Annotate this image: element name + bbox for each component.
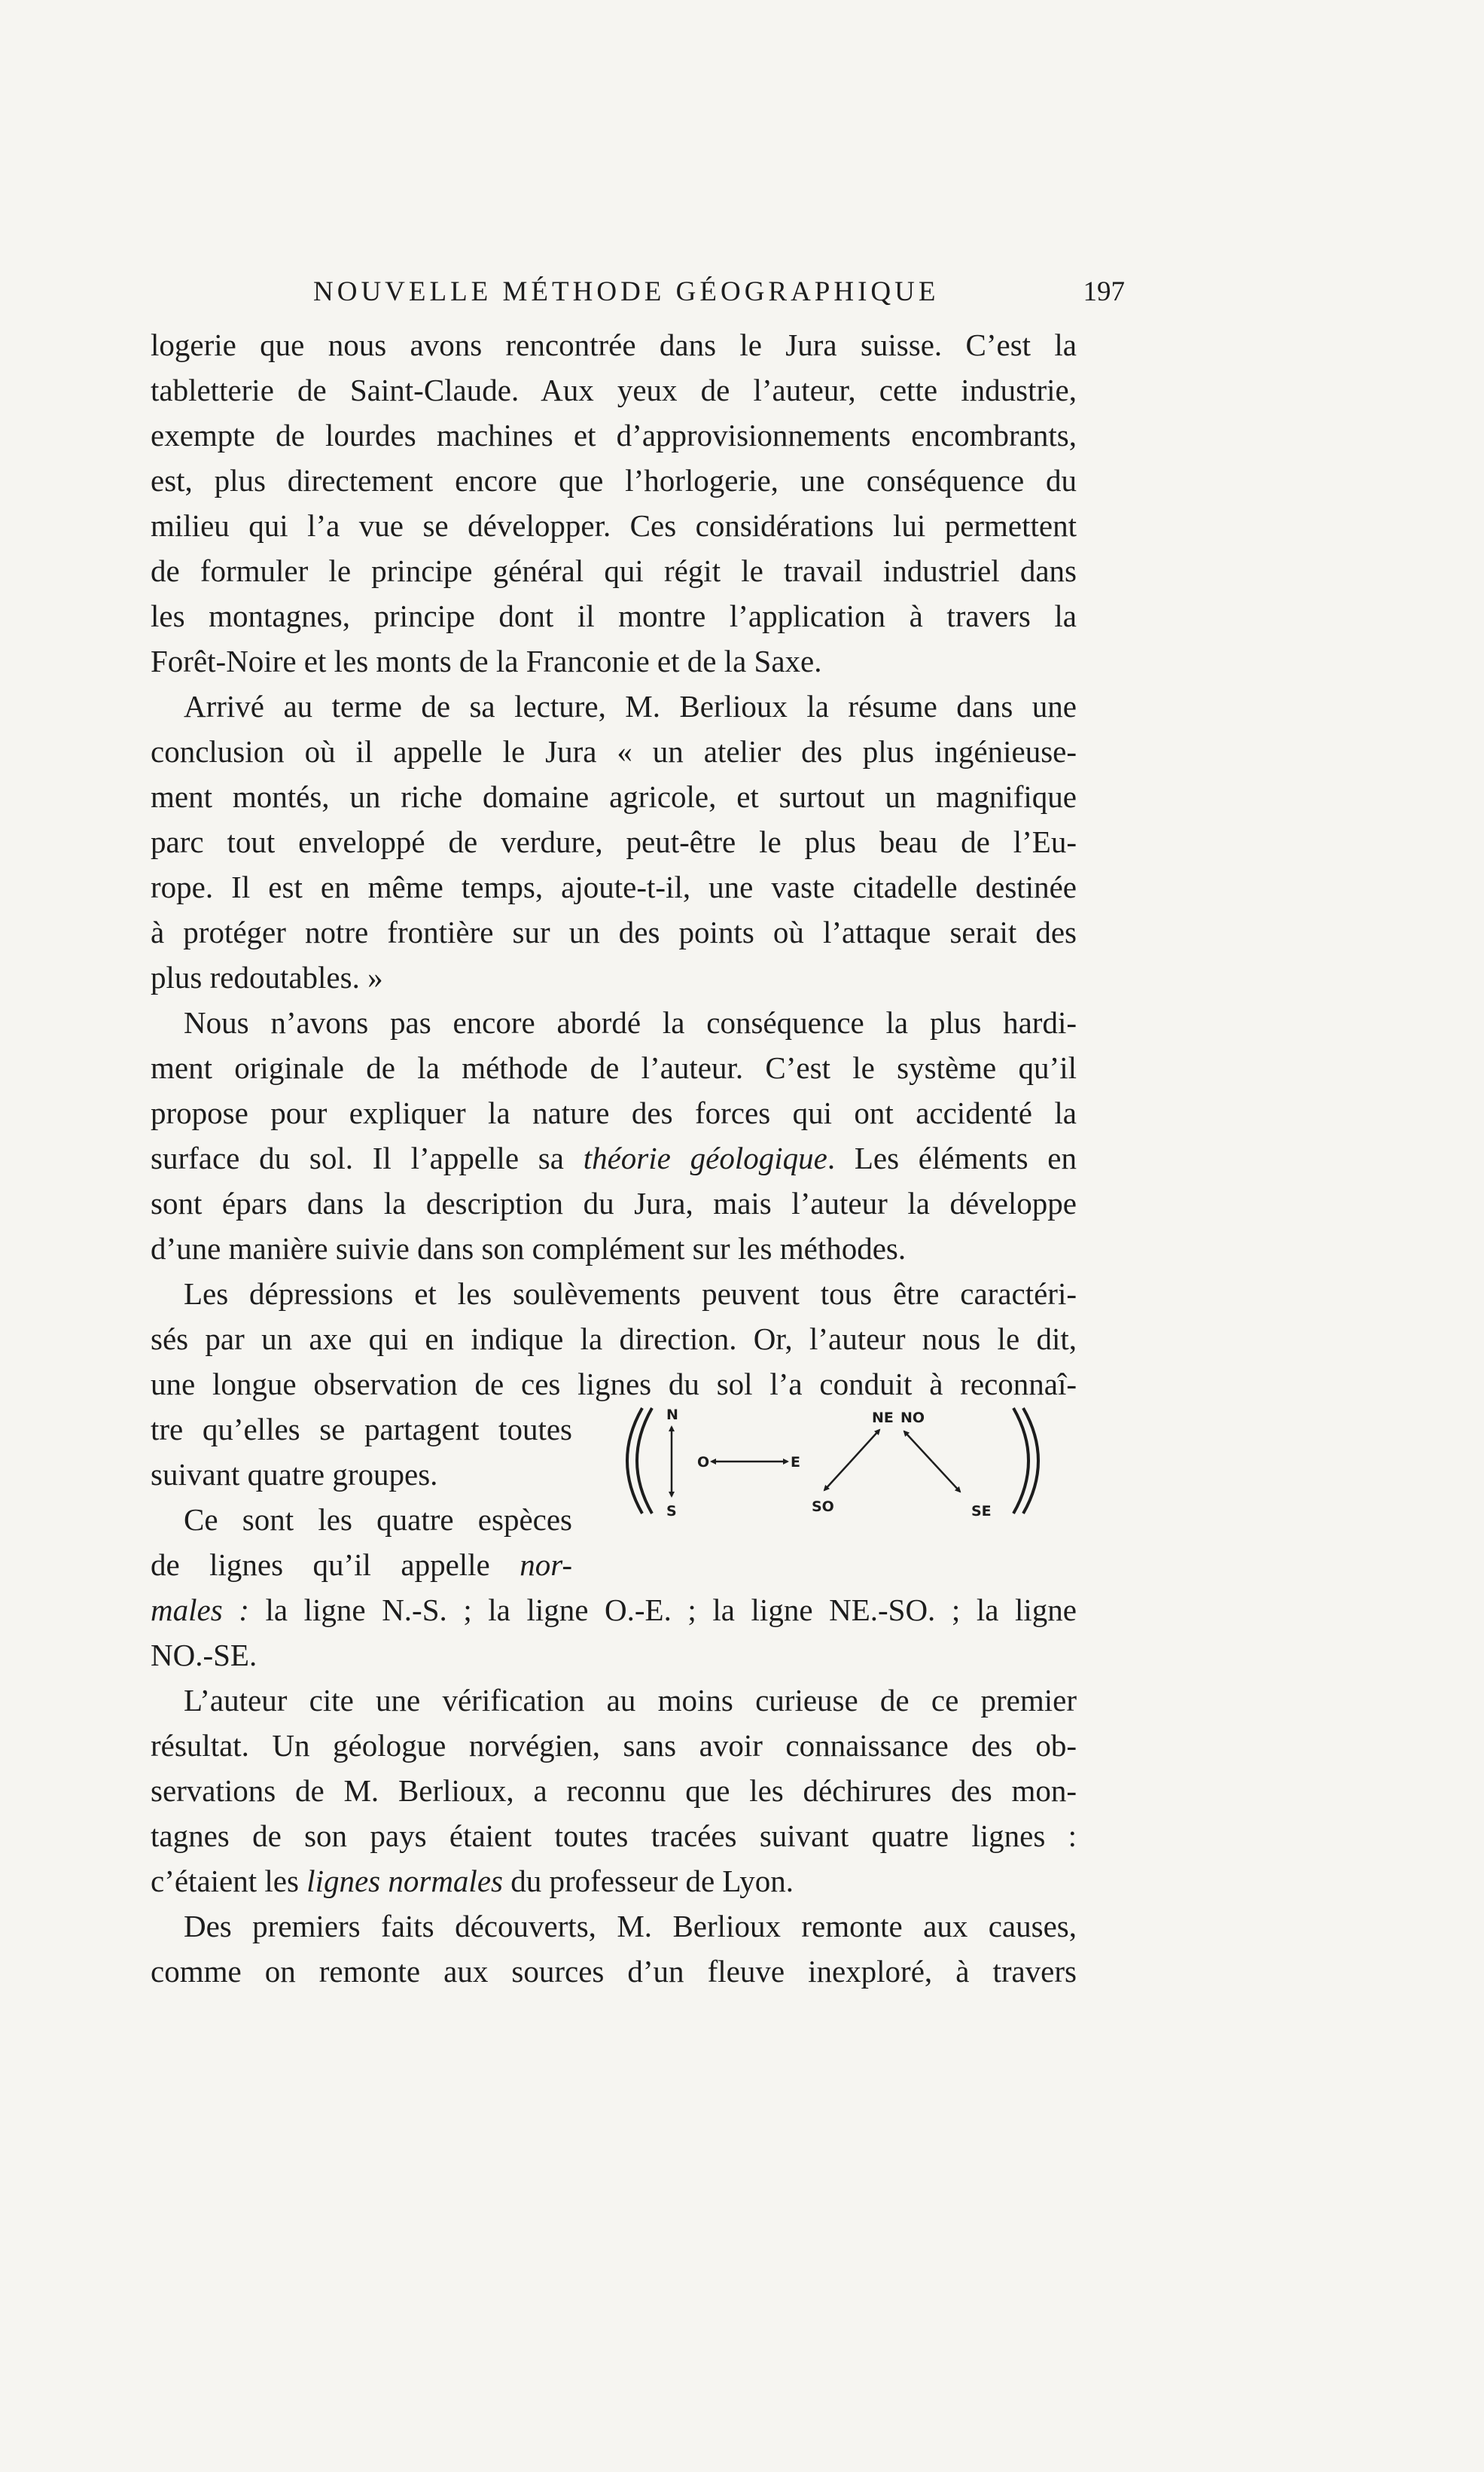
text-line: tagnes de son pays étaient toutes tracées suivant quatre lignes : [151, 1818, 1077, 1853]
body-text [151, 322, 1077, 1994]
text-line: de formuler le principe général qui régit le travail industriel dans [151, 553, 1077, 588]
text-fragment: de lignes qu’il appelle [151, 1547, 520, 1582]
label-s: S [666, 1503, 677, 1519]
text-line: sés par un axe qui en indique la direction. Or, l’auteur nous le dit, [151, 1321, 1077, 1356]
paragraph-1 [151, 322, 1077, 684]
text-line: ment originale de la méthode de l’auteur. C’est le système qu’il [151, 1050, 1077, 1085]
running-title: NOUVELLE MÉTHODE GÉOGRAPHIQUE [313, 276, 940, 307]
text-fragment: du professeur de Lyon. [502, 1864, 794, 1898]
text-fragment: surface du sol. Il l’appelle sa [151, 1141, 584, 1175]
text-line: une longue observation de ces lignes du sol l’a conduit à reconnaî- [151, 1367, 1077, 1401]
label-ne: NE [872, 1410, 894, 1426]
label-no: NO [900, 1410, 925, 1426]
nose-arrow-se [932, 1462, 960, 1492]
text-line: Les dépressions et les soulèvements peuvent tous être caractéri- [184, 1276, 1077, 1311]
text-fragment: c’étaient les [151, 1864, 307, 1898]
text-fragment: la ligne N.-S. ; la ligne O.-E. ; la ligne NE.-SO. ; la ligne [248, 1593, 1077, 1627]
page-number: 197 [1083, 276, 1125, 307]
nose-arrow-no [904, 1431, 932, 1462]
text-line: milieu qui l’a vue se développer. Ces considérations lui permettent [151, 508, 1077, 543]
italic-term: males : [151, 1593, 249, 1627]
text-line: NO.-SE. [151, 1638, 257, 1672]
text-line: les montagnes, principe dont il montre l’application à travers la [151, 599, 1077, 633]
paragraph-6 [151, 1678, 1077, 1904]
paragraph-2 [151, 684, 1077, 1000]
text-line: est, plus directement encore que l’horlogerie, une conséquence du [151, 463, 1077, 498]
text-line: à protéger notre frontière sur un des points où l’attaque serait des [151, 915, 1077, 949]
open-paren-inner [637, 1408, 652, 1513]
text-fragment: . Les éléments en [827, 1141, 1077, 1175]
text-line: Des premiers faits découverts, M. Berlioux remonte aux causes, [184, 1909, 1077, 1943]
italic-term: lignes normales [306, 1864, 503, 1898]
close-paren-inner [1013, 1408, 1028, 1513]
label-e: E [791, 1454, 800, 1471]
neso-arrow-ne [849, 1430, 879, 1463]
text-line: comme on remonte aux sources d’un fleuve inexploré, à travers [151, 1954, 1077, 1989]
text-line [151, 1135, 1077, 1181]
text-line [151, 1587, 1077, 1632]
text-line [151, 1542, 572, 1587]
text-line: rope. Il est en même temps, ajoute-t-il, une vaste citadelle destinée [151, 870, 1077, 904]
text-line: Arrivé au terme de sa lecture, M. Berlioux la résume dans une [184, 689, 1077, 724]
text-line [151, 1858, 1077, 1904]
italic-term: théorie géologique [583, 1141, 827, 1175]
open-paren-outer [627, 1408, 642, 1513]
text-line: d’une manière suivie dans son complément sur les méthodes. [151, 1231, 907, 1266]
neso-arrow-so [824, 1463, 849, 1490]
text-line: exempte de lourdes machines et d’approvisionnements encombrants, [151, 418, 1077, 453]
text-line: plus redoutables. » [151, 960, 383, 995]
text-line: propose pour expliquer la nature des forces qui ont accidenté la [151, 1096, 1077, 1130]
normal-lines-diagram [608, 1397, 1060, 1525]
label-so: SO [812, 1498, 834, 1515]
text-line: tabletterie de Saint-Claude. Aux yeux de l’auteur, cette industrie, [151, 373, 1077, 407]
text-line: logerie que nous avons rencontrée dans le Jura suisse. C’est la [151, 328, 1077, 362]
label-se: SE [971, 1503, 992, 1519]
text-line: Nous n’avons pas encore abordé la conséquence la plus hardi- [184, 1005, 1077, 1040]
text-line: servations de M. Berlioux, a reconnu que les déchirures des mon- [151, 1773, 1077, 1808]
paragraph-7 [151, 1904, 1077, 1994]
label-o: O [697, 1454, 710, 1471]
text-line: Ce sont les quatre espèces [184, 1502, 572, 1537]
text-line: résultat. Un géologue norvégien, sans avoir connaissance des ob- [151, 1728, 1077, 1763]
text-line: sont épars dans la description du Jura, mais l’auteur la développe [151, 1186, 1077, 1221]
page-header [268, 273, 1125, 318]
text-line: ment montés, un riche domaine agricole, et surtout un magnifique [151, 779, 1077, 814]
close-paren-outer [1023, 1408, 1038, 1513]
text-line: suivant quatre groupes. [151, 1457, 438, 1492]
text-line: Forêt-Noire et les monts de la Franconie et de la Saxe. [151, 644, 822, 678]
label-n: N [666, 1407, 678, 1423]
text-line: parc tout enveloppé de verdure, peut-être le plus beau de l’Eu- [151, 825, 1077, 859]
diagram-canvas [608, 1397, 1060, 1525]
italic-term: nor- [520, 1547, 572, 1582]
text-line: L’auteur cite une vérification au moins curieuse de ce premier [184, 1683, 1077, 1718]
text-line: conclusion où il appelle le Jura « un atelier des plus ingénieuse- [151, 734, 1077, 769]
paragraph-3 [151, 1000, 1077, 1271]
text-line: tre qu’elles se partagent toutes [151, 1412, 572, 1446]
